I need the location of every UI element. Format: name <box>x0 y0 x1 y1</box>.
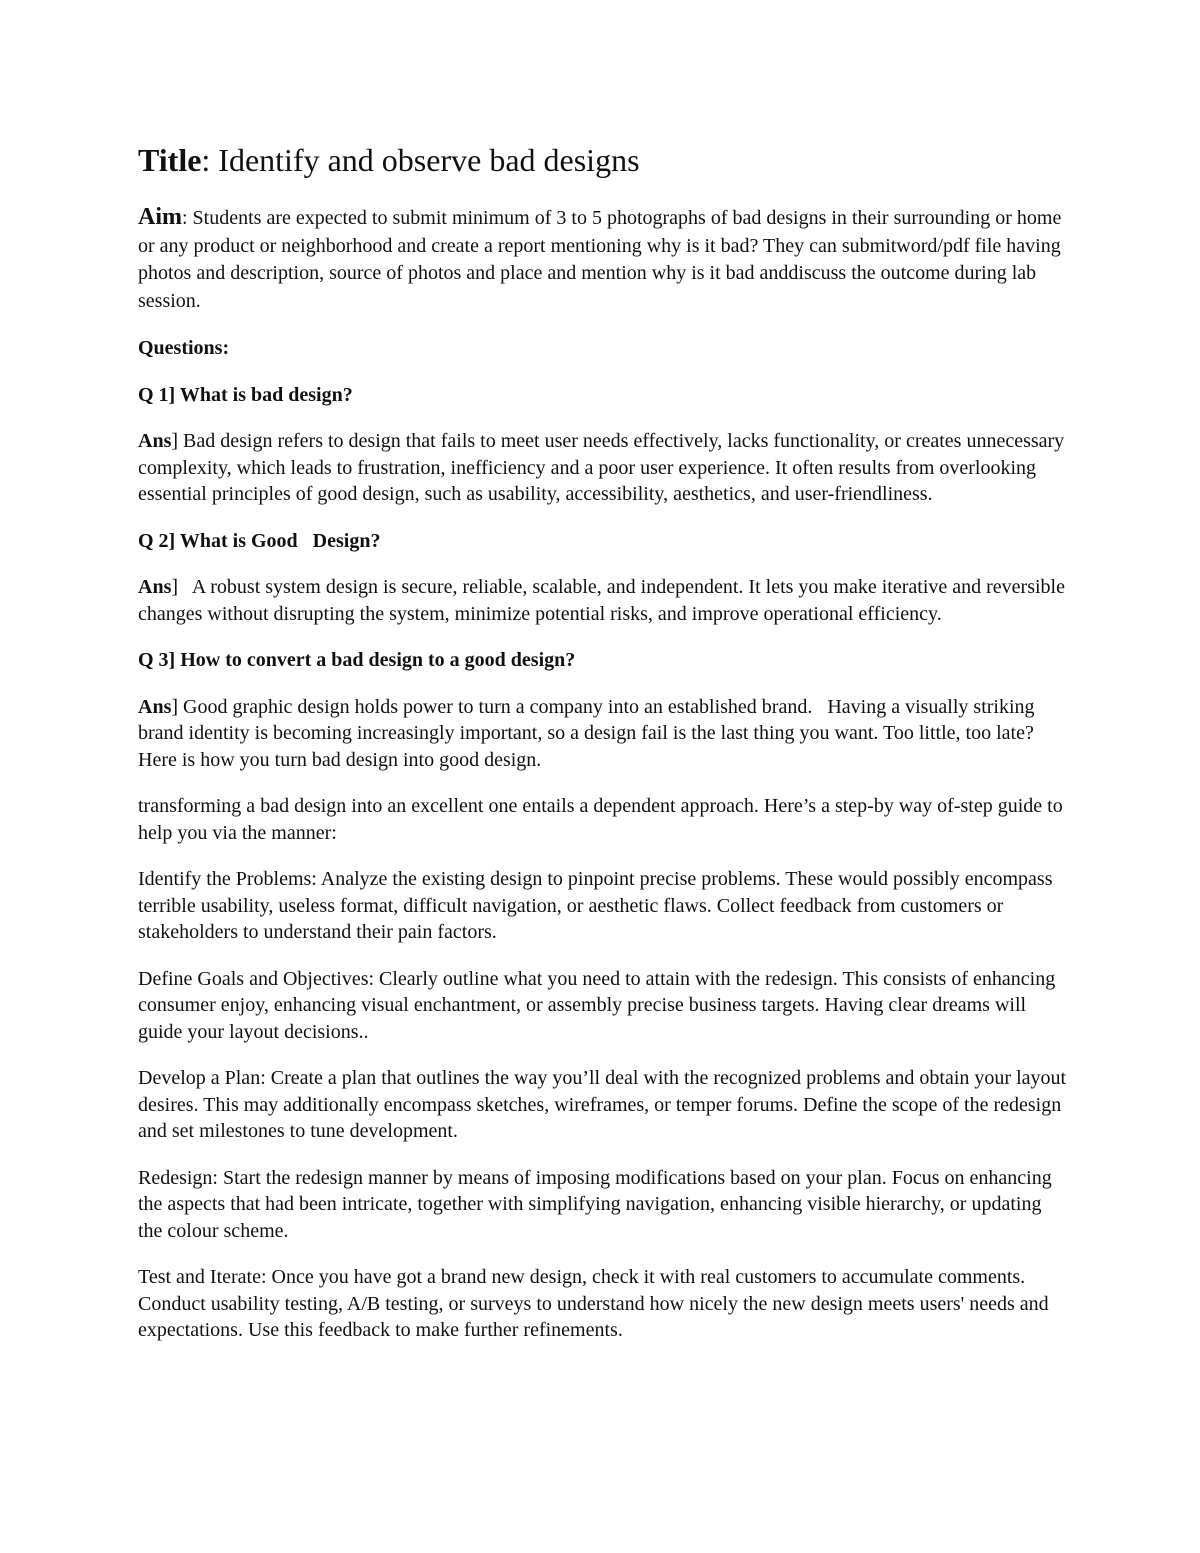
paragraph-develop-plan: Develop a Plan: Create a plan that outlines the way you’ll deal with the recognized problems and obtain your layout desires. This may additionally encompass sketches, wireframes, or temper forums. Define the scope of the redesign and set milestones to tune development. <box>138 1067 1067 1142</box>
document-body <box>138 140 1068 1364</box>
aim-text: : Students are expected to submit minimum of 3 to 5 photographs of bad designs in their surrounding or home or any product or neighborhood and create a report mentioning why is it bad? They can submitword/pdf file having photos and description, source of photos and place and mention why is it bad anddiscuss the outcome during lab session. <box>138 207 1062 312</box>
question-2: Q 2] What is Good Design? <box>138 529 381 552</box>
question-3: Q 3] How to convert a bad design to a good design? <box>138 649 576 671</box>
document-title <box>138 140 1068 180</box>
question-1: Q 1] What is bad design? <box>138 383 353 406</box>
paragraph-identify-problems: Identify the Problems: Analyze the existing design to pinpoint precise problems. These would possibly encompass terrible usability, useless format, difficult navigation, or aesthetic flaws. Collect feedback from customers or stakeholders to understand their pain factors. <box>138 868 1053 943</box>
title-text: : Identify and observe bad designs <box>201 142 640 178</box>
answer-2 <box>138 574 1068 627</box>
answer-2-label: Ans <box>138 576 172 598</box>
aim-label: Aim <box>138 204 182 230</box>
aim-paragraph <box>138 204 1068 315</box>
paragraph-test-iterate: Test and Iterate: Once you have got a brand new design, check it with real customers to accumulate comments. Conduct usability testing, A/B testing, or surveys to understand how nicely the new design meets users' needs and expectations. Use this feedback to make further refinements. <box>138 1266 1049 1341</box>
answer-1-text: ] Bad design refers to design that fails to meet user needs effectively, lacks functionality, or creates unnecessary complexity, which leads to frustration, inefficiency and a poor user experience. It often results from overlooking essential principles of good design, such as usability, accessibility, aesthetics, and user-friendliness. <box>138 430 1065 505</box>
paragraph-redesign: Redesign: Start the redesign manner by means of imposing modifications based on your plan. Focus on enhancing the aspects that had been intricate, together with simplifying navigation, enhancing visible hierarchy, or updating the colour scheme. <box>138 1166 1052 1242</box>
answer-1-label: Ans <box>138 430 172 452</box>
answer-1 <box>138 428 1068 508</box>
answer-3 <box>138 694 1068 774</box>
title-label: Title <box>138 142 202 178</box>
answer-3-text: ] Good graphic design holds power to turn a company into an established brand. Having a visually striking brand identity is becoming increasingly important, so a design fail is the last thing you want. Too little, too late? Here is how you turn bad design into good design. <box>138 695 1040 771</box>
questions-heading: Questions: <box>138 337 230 359</box>
paragraph-intro: transforming a bad design into an excellent one entails a dependent approach. Here’s a step-by way of-step guide to help you via the manner: <box>138 795 1063 844</box>
paragraph-define-goals: Define Goals and Objectives: Clearly outline what you need to attain with the redesign. This consists of enhancing consumer enjoy, enhancing visual enchantment, or assembly precise business targets. Having clear dreams will guide your layout decisions.. <box>138 967 1056 1043</box>
answer-3-label: Ans <box>138 695 172 718</box>
answer-2-text: ] A robust system design is secure, reliable, scalable, and independent. It lets you make iterative and reversible changes without disrupting the system, minimize potential risks, and improve operational efficiency. <box>138 576 1070 625</box>
